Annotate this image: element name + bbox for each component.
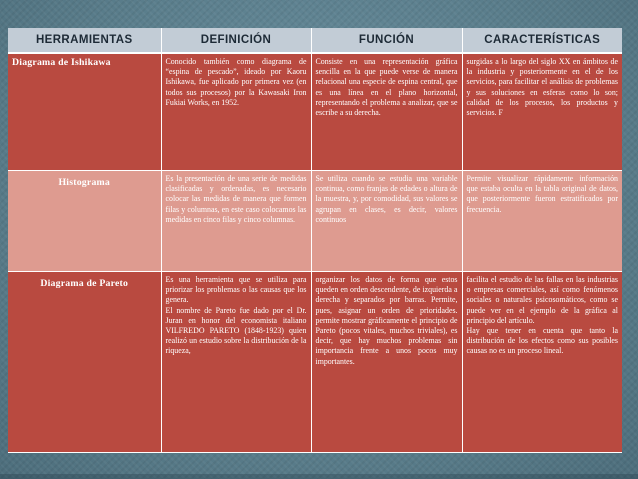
characteristics-cell: surgidas a lo largo del siglo XX en ámbitos de la industria y posteriormente en el de los servicios, para facilitar el análisis de problemas y sus soluciones en esferas como lo son; calidad de los procesos, los productos y servicios. F <box>462 53 622 171</box>
header-definicion: DEFINICIÓN <box>161 28 311 53</box>
slide-bottom-band <box>0 474 638 479</box>
tool-name: Diagrama de Pareto <box>8 272 161 453</box>
function-cell: organizar los datos de forma que estos queden en orden descendente, de izquierda a derecha y separados por barras. Permite, pues, asignar un orden de prioridades. permite mostrar gráficamente el principio de Pareto (pocos vitales, muchos triviales), es decir, que hay muchos problemas sin importancia frente a unos pocos muy importantes. <box>311 272 462 453</box>
characteristics-cell: Permite visualizar rápidamente información que estaba oculta en la tabla original de datos, que posteriormente fueron estratificados por frecuencia. <box>462 171 622 272</box>
header-row <box>8 28 622 53</box>
function-cell: Se utiliza cuando se estudia una variable continua, como franjas de edades o altura de la muestra, y, por comodidad, sus valores se agrupan en clases, es decir, valores continuos <box>311 171 462 272</box>
definition-cell: Es una herramienta que se utiliza para priorizar los problemas o las causas que los genera. El nombre de Pareto fue dado por el Dr. Juran en honor del economista italiano VILFREDO PARETO (1848-1923) quien realizó un estudio sobre la distribución de la riqueza, <box>161 272 311 453</box>
table-row <box>8 171 622 272</box>
tools-comparison-table <box>8 28 622 453</box>
table-row <box>8 53 622 171</box>
table-row <box>8 272 622 453</box>
tool-name: Histograma <box>8 171 161 272</box>
definition-cell: Conocido también como diagrama de “espina de pescado”, ideado por Kaoru Ishikawa, fue aplicado por primera vez (en todos sus procesos) por la Kawasaki Iron Fukiai Works, en 1952. <box>161 53 311 171</box>
tool-name: Diagrama de Ishikawa <box>8 53 161 171</box>
header-caracteristicas: CARACTERÍSTICAS <box>462 28 622 53</box>
header-herramientas: HERRAMIENTAS <box>8 28 161 53</box>
characteristics-cell: facilita el estudio de las fallas en las industrias o empresas comerciales, así como fenómenos sociales o naturales psicosomáticos, como se puede ver en el ejemplo de la gráfica al principio del artículo. Hay que tener en cuenta que tanto la distribución de los efectos como sus posibles causas no es un proceso lineal. <box>462 272 622 453</box>
function-cell: Consiste en una representación gráfica sencilla en la que puede verse de manera relacional una especie de espina central, que es una línea en el plano horizontal, representando el problema a analizar, que se escribe a su derecha. <box>311 53 462 171</box>
header-funcion: FUNCIÓN <box>311 28 462 53</box>
definition-cell: Es la presentación de una serie de medidas clasificadas y ordenadas, es necesario colocar las medidas de manera que formen filas y columnas, en este caso colocamos las medidas en cinco filas y cinco columnas. <box>161 171 311 272</box>
